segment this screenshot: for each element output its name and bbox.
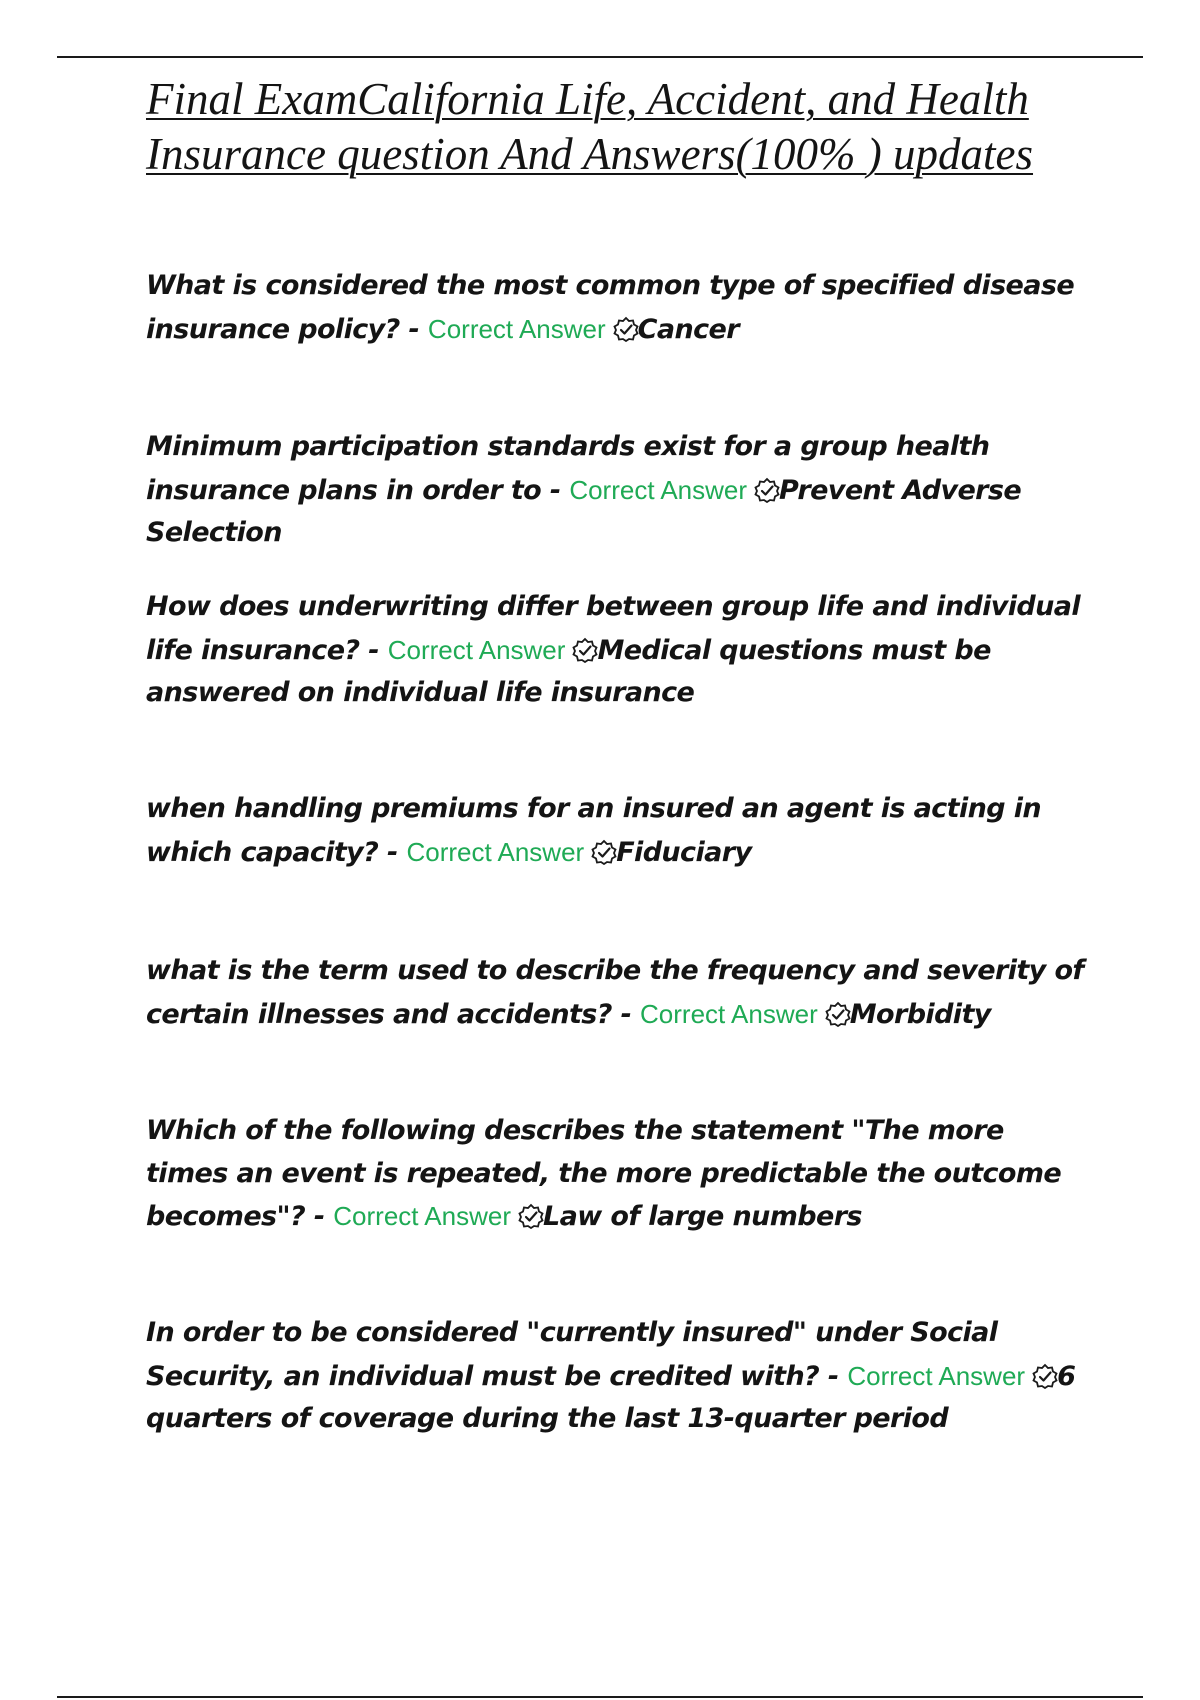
check-badge-icon <box>571 637 599 663</box>
separator: - <box>819 1360 848 1392</box>
qa-item <box>146 788 1086 874</box>
qa-item <box>146 586 1086 715</box>
correct-answer-label: Correct Answer <box>406 836 585 867</box>
qa-item <box>146 1312 1086 1441</box>
qa-item <box>146 265 1086 351</box>
answer-text: Law of large numbers <box>543 1201 862 1232</box>
answer-text: Fiduciary <box>616 836 752 868</box>
correct-answer-label: Correct Answer <box>569 474 748 505</box>
answer-text: Medical questions must be answered on individual life insurance <box>146 634 991 708</box>
separator: - <box>305 1201 334 1232</box>
document-title: Final ExamCalifornia Life, Accident, and Health Insurance question And Answers(100% ) updates <box>146 74 1034 179</box>
check-badge-icon <box>517 1203 545 1229</box>
top-divider <box>57 56 1143 58</box>
answer-text: 6 quarters of coverage during the last 13-quarter period <box>146 1360 1076 1434</box>
answer-text: Morbidity <box>849 998 991 1030</box>
question-text: what is the term used to describe the frequency and severity of certain illnesses and accidents? <box>146 955 1084 1030</box>
qa-item <box>146 1110 1086 1239</box>
check-badge-icon <box>590 839 618 865</box>
answer-text: Prevent Adverse Selection <box>146 474 1022 548</box>
correct-answer-label: Correct Answer <box>387 634 566 665</box>
question-text: How does underwriting differ between group life and individual life insurance? <box>146 591 1081 666</box>
separator: - <box>611 998 641 1030</box>
correct-answer-label: Correct Answer <box>333 1201 511 1231</box>
separator: - <box>541 474 570 506</box>
question-text: Which of the following describes the statement "The more times an event is repeated, the more predictable the outcome becomes"? <box>146 1115 1062 1232</box>
correct-answer-label: Correct Answer <box>640 998 818 1029</box>
correct-answer-label: Correct Answer <box>427 313 606 344</box>
question-text: when handling premiums for an insured an agent is acting in which capacity? <box>146 793 1042 868</box>
qa-item <box>146 426 1086 555</box>
check-badge-icon <box>1031 1363 1059 1389</box>
bottom-divider <box>57 1696 1143 1698</box>
check-badge-icon <box>824 1001 852 1027</box>
separator: - <box>359 634 388 666</box>
qa-item <box>146 950 1086 1036</box>
answer-text: Cancer <box>637 313 739 345</box>
question-text: What is considered the most common type of specified disease insurance policy? <box>146 270 1075 345</box>
question-text: Minimum participation standards exist for a group health insurance plans in order to <box>146 431 990 506</box>
separator: - <box>399 313 428 345</box>
check-badge-icon <box>612 316 640 342</box>
correct-answer-label: Correct Answer <box>847 1360 1026 1391</box>
separator: - <box>378 836 407 868</box>
check-badge-icon <box>753 477 781 503</box>
question-text: In order to be considered "currently insured" under Social Security, an individual must be credited with? <box>146 1317 998 1392</box>
